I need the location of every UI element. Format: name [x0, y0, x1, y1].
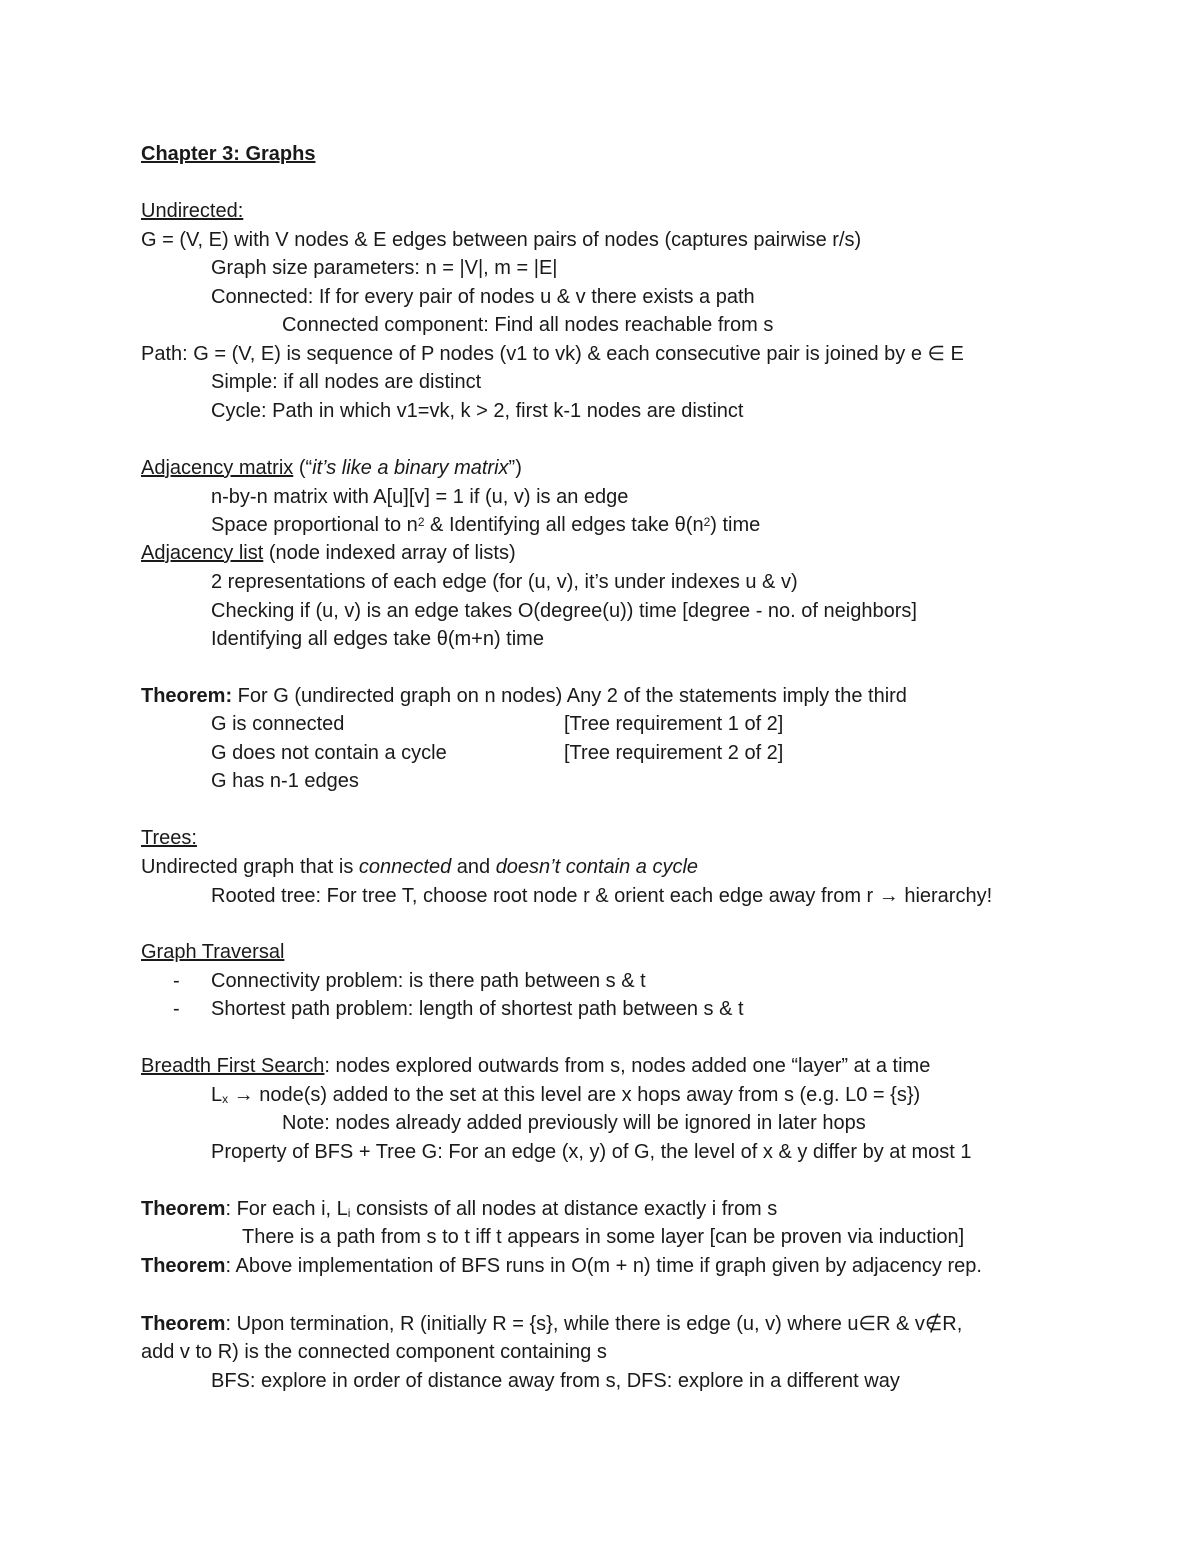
adjacency-list-heading: Adjacency list — [141, 542, 264, 564]
layer-subscript: x — [222, 1092, 229, 1106]
trees-text-a: Undirected graph that is — [141, 856, 359, 878]
trees-text-connected: connected — [358, 856, 452, 878]
adjacency-matrix-note-close: ”) — [508, 457, 522, 479]
bfs-note-line: Note: nodes already added previously will be ignored in later hops — [282, 1112, 866, 1134]
rooted-tree-line: Rooted tree: For tree T, choose root node r & orient each edge away from r → hierarchy! — [211, 885, 993, 907]
trees-text-no-cycle: doesn’t contain a cycle — [495, 856, 699, 878]
superscript-2: 2 — [417, 515, 425, 529]
bfs-heading-line — [141, 1054, 930, 1078]
theorem-1-note-1: [Tree requirement 1 of 2] — [564, 713, 784, 735]
theorem-1-statement-1: G is connected — [211, 713, 345, 735]
theorem-1 — [141, 684, 907, 708]
theorem-3 — [141, 1254, 982, 1278]
theorem-text: : Above implementation of BFS runs in O(m + n) time if graph given by adjacency rep. — [225, 1255, 982, 1277]
undirected-definition: G = (V, E) with V nodes & E edges between pairs of nodes (captures pairwise r/s) — [141, 229, 862, 251]
bfs-property-line: Property of BFS + Tree G: For an edge (x, y) of G, the level of x & y differ by at most 1 — [211, 1141, 972, 1163]
superscript-2b: 2 — [703, 515, 711, 529]
connected-component-line: Connected component: Find all nodes reachable from s — [282, 314, 774, 336]
adjacency-list-line-2: Checking if (u, v) is an edge takes O(degree(u)) time [degree - no. of neighbors] — [211, 600, 917, 622]
connected-line: Connected: If for every pair of nodes u & v there exists a path — [211, 286, 755, 308]
identify-text: & Identifying all edges take θ(n — [424, 514, 704, 536]
theorem-text-a: : For each i, L — [225, 1198, 348, 1220]
adjacency-matrix-heading-line — [141, 456, 522, 480]
simple-line: Simple: if all nodes are distinct — [211, 371, 482, 393]
list-item: Connectivity problem: is there path between s & t — [211, 970, 646, 992]
adjacency-matrix-heading: Adjacency matrix — [141, 457, 294, 479]
adjacency-list-line-3: Identifying all edges take θ(m+n) time — [211, 628, 544, 650]
layer-text: → node(s) added to the set at this level are x hops away from s (e.g. L0 = {s}) — [228, 1084, 921, 1106]
theorem-label: Theorem — [141, 1198, 226, 1220]
adjacency-matrix-line-1: n-by-n matrix with A[u][v] = 1 if (u, v) is an edge — [211, 486, 629, 508]
trees-text-and: and — [451, 856, 496, 878]
theorem-1-statement-3: G has n-1 edges — [211, 770, 359, 792]
path-line: Path: G = (V, E) is sequence of P nodes (v1 to vk) & each consecutive pair is joined by e ∈ E — [141, 343, 964, 365]
graph-traversal-heading: Graph Traversal — [141, 941, 285, 963]
layer-symbol: L — [211, 1084, 223, 1106]
bfs-heading: Breadth First Search — [141, 1055, 325, 1077]
theorem-2 — [141, 1197, 777, 1221]
theorem-2-line-2: There is a path from s to t iff t appears in some layer [can be proven via induction] — [242, 1226, 965, 1248]
theorem-1-statement-2: G does not contain a cycle — [211, 742, 447, 764]
theorem-4-line-3: BFS: explore in order of distance away from s, DFS: explore in a different way — [211, 1370, 900, 1392]
bullet-marker: - — [173, 970, 180, 992]
bfs-layer-line — [211, 1083, 920, 1107]
layer-subscript: i — [347, 1206, 351, 1220]
adjacency-matrix-note-open: (“ — [293, 457, 313, 479]
theorem-label: Theorem: — [141, 685, 233, 707]
cycle-line: Cycle: Path in which v1=vk, k > 2, first k-1 nodes are distinct — [211, 400, 744, 422]
theorem-text-b: consists of all nodes at distance exactly i from s — [350, 1198, 778, 1220]
theorem-4-line-2: add v to R) is the connected component containing s — [141, 1341, 607, 1363]
theorem-label: Theorem — [141, 1255, 226, 1277]
list-item: Shortest path problem: length of shortest path between s & t — [211, 998, 744, 1020]
time-text: ) time — [710, 514, 761, 536]
page-title: Chapter 3: Graphs — [141, 143, 316, 165]
theorem-4 — [141, 1312, 962, 1336]
bullet-marker: - — [173, 998, 180, 1020]
theorem-text: : Upon termination, R (initially R = {s}, while there is edge (u, v) where u∈R & v∉R, — [225, 1313, 963, 1335]
adjacency-matrix-line-2 — [211, 513, 760, 537]
theorem-text: For G (undirected graph on n nodes) Any 2 of the statements imply the third — [232, 685, 907, 707]
undirected-heading: Undirected: — [141, 200, 244, 222]
adjacency-list-line-1: 2 representations of each edge (for (u, v), it’s under indexes u & v) — [211, 571, 798, 593]
theorem-label: Theorem — [141, 1313, 226, 1335]
trees-definition — [141, 855, 698, 879]
bfs-text: : nodes explored outwards from s, nodes added one “layer” at a time — [324, 1055, 931, 1077]
theorem-1-note-2: [Tree requirement 2 of 2] — [564, 742, 784, 764]
space-text: Space proportional to n — [211, 514, 418, 536]
adjacency-list-note: (node indexed array of lists) — [263, 542, 516, 564]
adjacency-list-heading-line — [141, 541, 516, 565]
trees-heading: Trees: — [141, 827, 197, 849]
graph-size-line: Graph size parameters: n = |V|, m = |E| — [211, 257, 558, 279]
adjacency-matrix-note: it’s like a binary matrix — [312, 457, 509, 479]
